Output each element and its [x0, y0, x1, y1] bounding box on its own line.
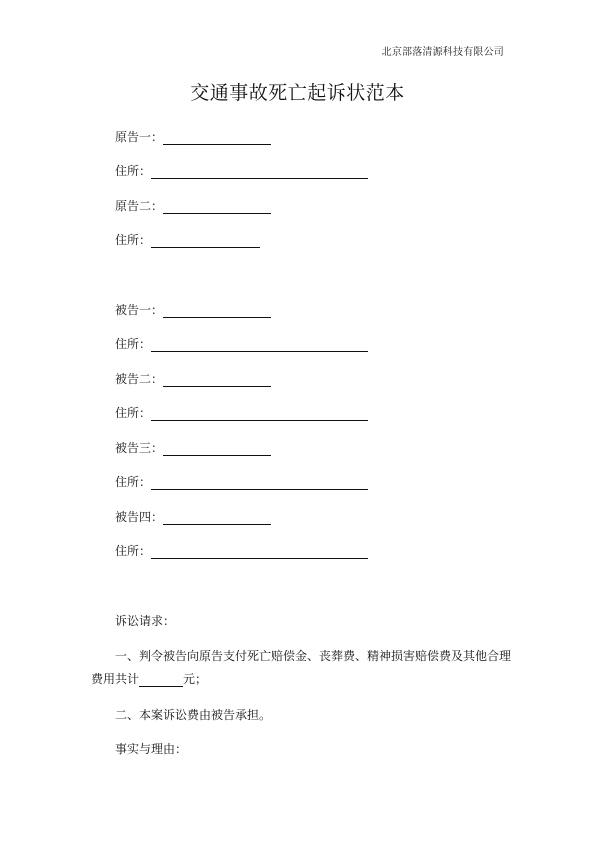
defendant-4-blank[interactable] [163, 512, 271, 525]
claims-heading: 诉讼请求： [115, 614, 176, 628]
defendant-1-address-row [115, 336, 368, 352]
defendant-1-blank[interactable] [163, 305, 271, 318]
plaintiff-2-address-blank[interactable] [151, 235, 260, 248]
plaintiff-2-label: 原告二： [115, 199, 164, 213]
defendant-3-address-blank[interactable] [151, 477, 368, 490]
defendant-4-row [115, 509, 271, 525]
plaintiff-2-blank[interactable] [163, 201, 271, 214]
defendant-1-address-label: 住所： [115, 337, 152, 351]
defendant-4-address-label: 住所： [115, 544, 152, 558]
plaintiff-2-row [115, 198, 271, 214]
document-title: 交通事故死亡起诉状范本 [190, 82, 405, 104]
defendant-3-blank[interactable] [163, 443, 271, 456]
defendant-2-blank[interactable] [163, 374, 271, 387]
claim-1-amount-blank[interactable] [139, 674, 183, 687]
defendant-4-address-row [115, 543, 368, 559]
company-header: 北京部落清源科技有限公司 [381, 47, 504, 58]
plaintiff-1-blank[interactable] [163, 132, 271, 145]
claim-1-amount-suffix: 元； [183, 672, 208, 686]
defendant-2-address-label: 住所： [115, 406, 152, 420]
plaintiff-2-address-label: 住所： [115, 233, 152, 247]
plaintiff-1-address-label: 住所： [115, 164, 152, 178]
defendant-1-row [115, 302, 271, 318]
plaintiff-2-address-row [115, 232, 260, 248]
defendant-2-address-blank[interactable] [151, 408, 368, 421]
claim-1-line-2 [91, 671, 207, 687]
defendant-4-address-blank[interactable] [151, 546, 368, 559]
defendant-3-row [115, 440, 271, 456]
plaintiff-1-address-blank[interactable] [151, 166, 368, 179]
defendant-2-address-row [115, 405, 368, 421]
defendant-1-address-blank[interactable] [151, 339, 368, 352]
defendant-2-label: 被告二： [115, 372, 164, 386]
defendant-3-address-row [115, 474, 368, 490]
defendant-4-label: 被告四： [115, 510, 164, 524]
defendant-2-row [115, 371, 271, 387]
defendant-3-address-label: 住所： [115, 475, 152, 489]
plaintiff-1-row [115, 129, 271, 145]
defendant-1-label: 被告一： [115, 303, 164, 317]
facts-heading: 事实与理由： [115, 742, 188, 756]
claim-1-amount-prefix: 费用共计 [91, 672, 140, 686]
claim-1-line-1: 一、判令被告向原告支付死亡赔偿金、丧葬费、精神损害赔偿费及其他合理 [115, 649, 512, 663]
plaintiff-1-label: 原告一： [115, 130, 164, 144]
defendant-3-label: 被告三： [115, 441, 164, 455]
claim-2: 二、本案诉讼费由被告承担。 [115, 708, 272, 722]
plaintiff-1-address-row [115, 163, 368, 179]
